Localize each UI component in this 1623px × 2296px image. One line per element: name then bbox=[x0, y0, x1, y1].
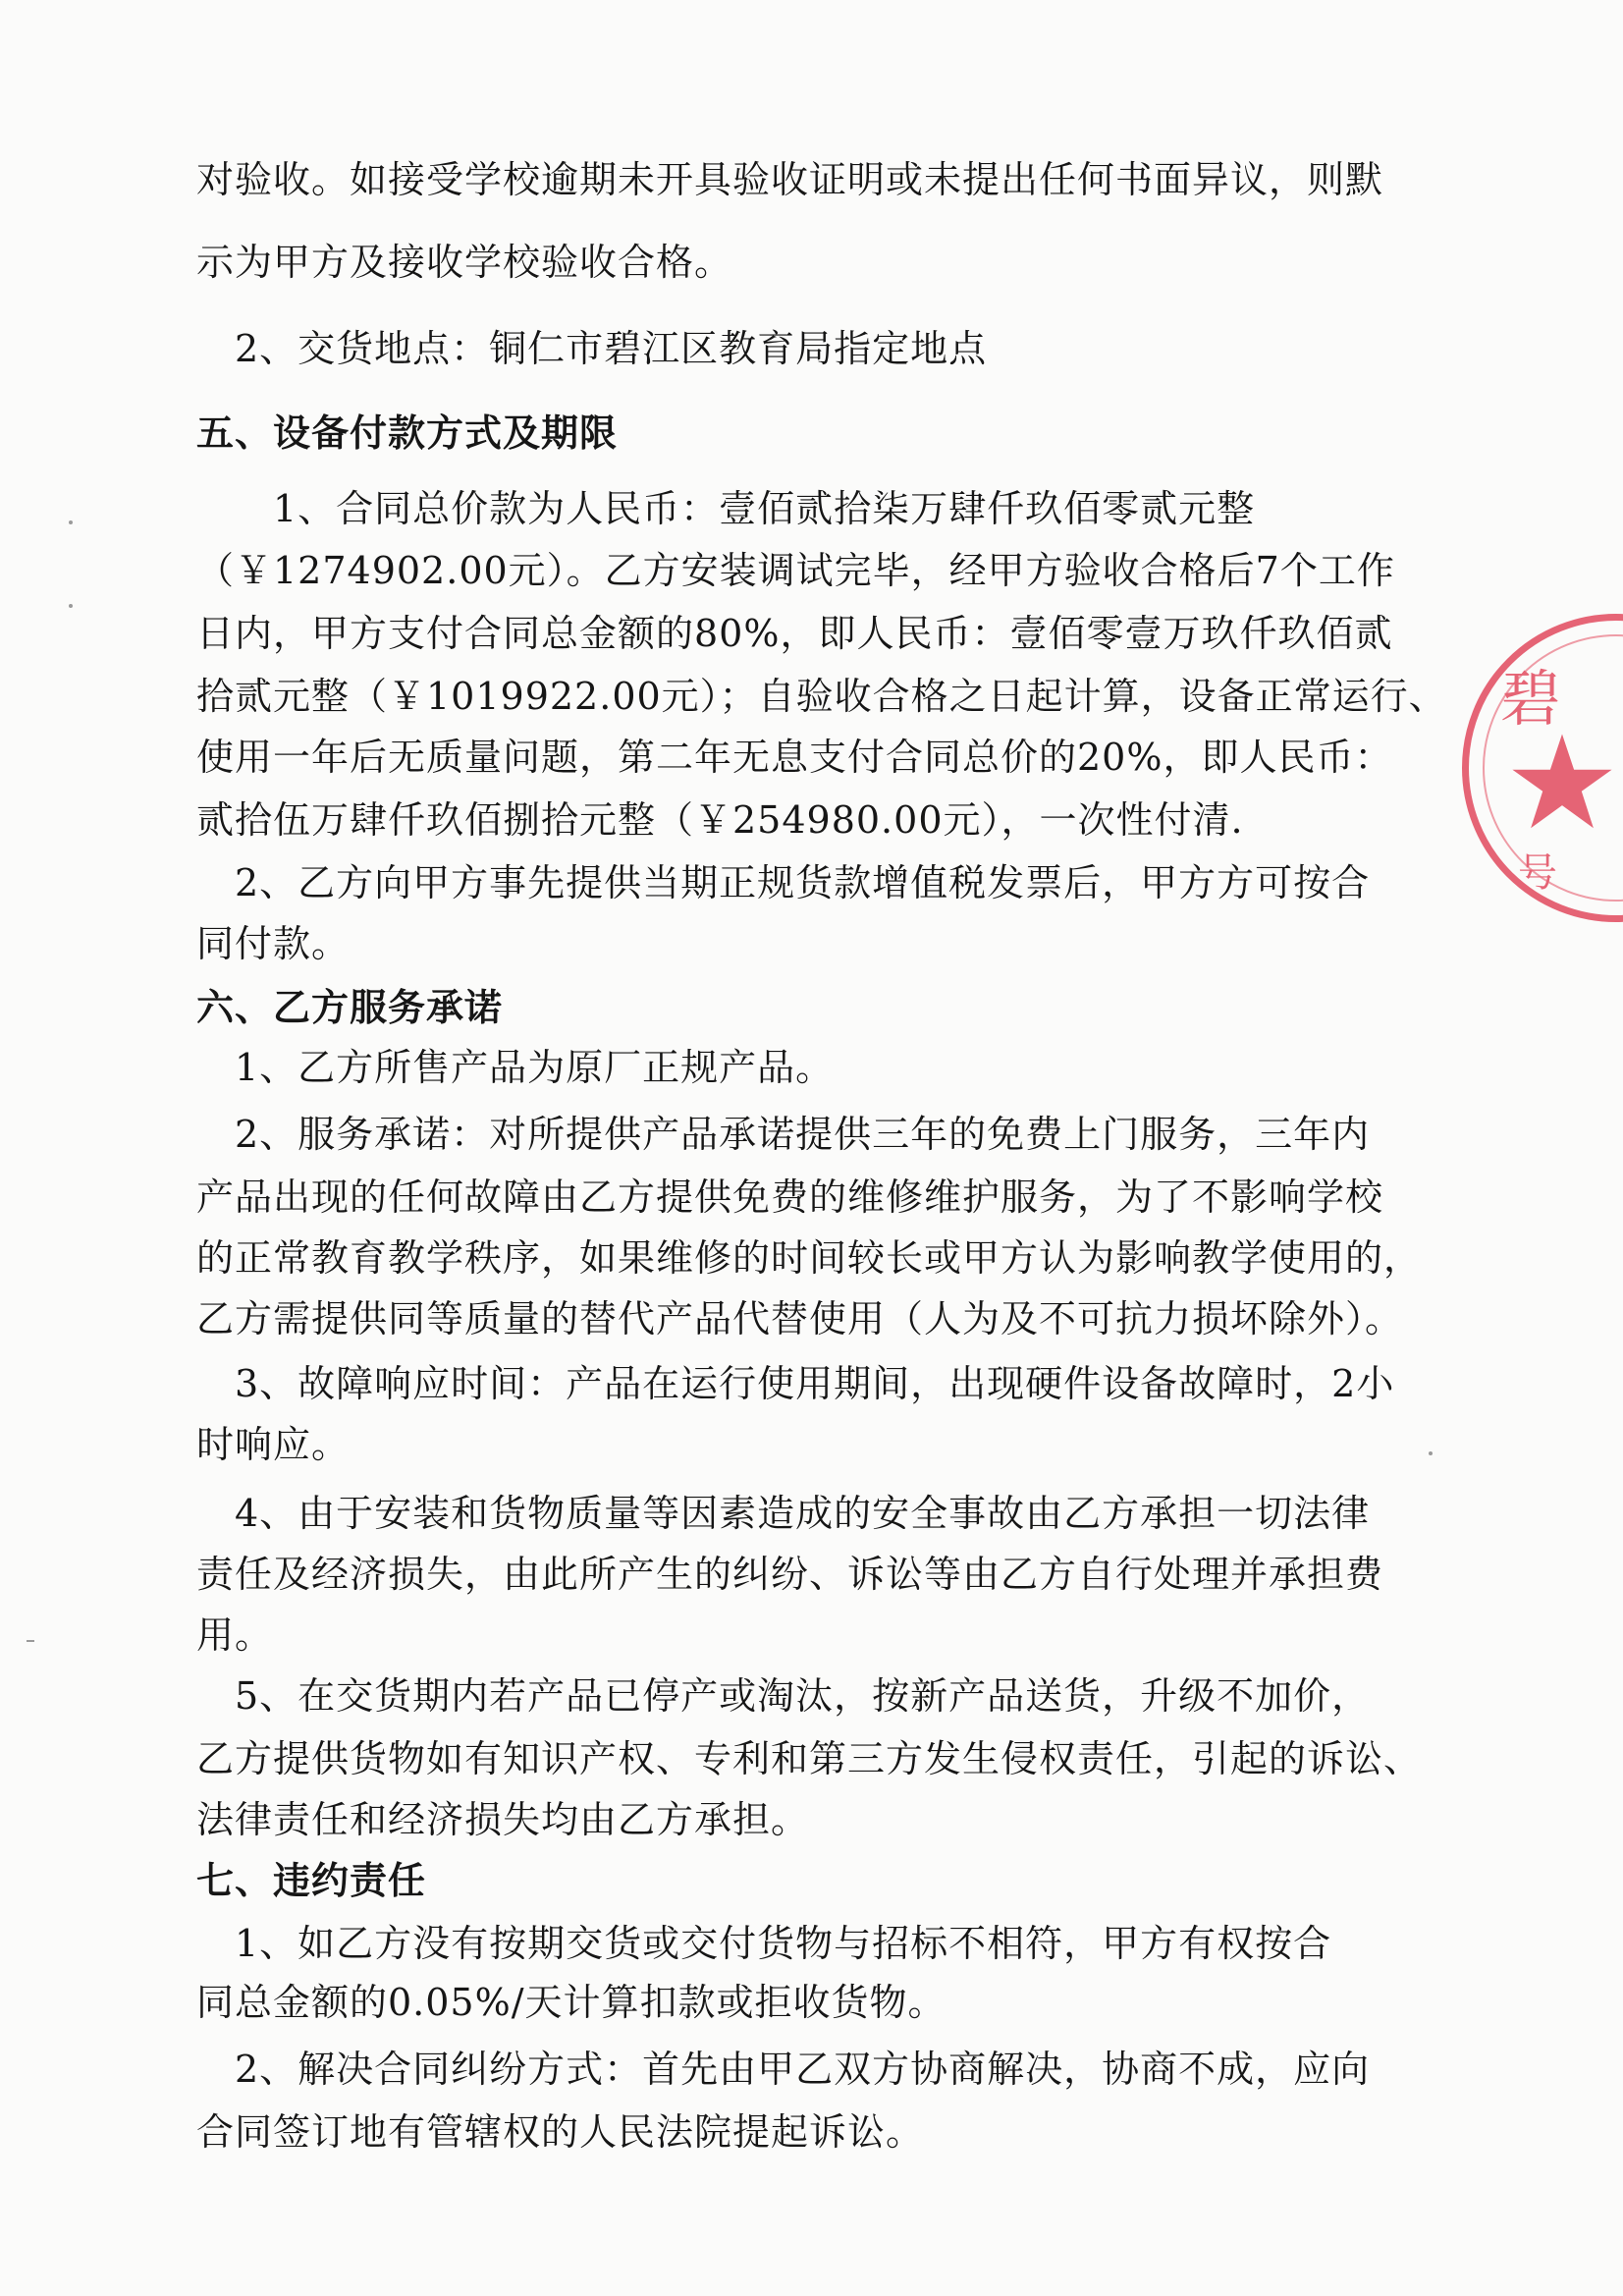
body-text-line: 责任及经济损失，由此所产生的纠纷、诉讼等由乙方自行处理并承担费 bbox=[196, 1553, 1384, 1596]
seal-bottom-char: 号 bbox=[1518, 850, 1557, 896]
body-text-line: 2、解决合同纠纷方式：首先由甲乙双方协商解决，协商不成，应向 bbox=[196, 2048, 1371, 2091]
scan-speck bbox=[69, 520, 73, 524]
seal-star-icon bbox=[1508, 729, 1616, 837]
body-text-line: 同付款。 bbox=[196, 922, 351, 965]
section-heading: 七、违约责任 bbox=[196, 1858, 427, 1902]
body-text-line: 合同签订地有管辖权的人民法院提起诉讼。 bbox=[196, 2110, 925, 2154]
body-text-line: 4、由于安装和货物质量等因素造成的安全事故由乙方承担一切法律 bbox=[196, 1492, 1371, 1535]
section-heading: 五、设备付款方式及期限 bbox=[196, 410, 619, 455]
body-text-line: 5、在交货期内若产品已停产或淘汰，按新产品送货，升级不加价， bbox=[196, 1674, 1371, 1718]
scan-speck bbox=[27, 1640, 34, 1642]
body-text-line: 对验收。如接受学校逾期未开具验收证明或未提出任何书面异议，则默 bbox=[196, 158, 1384, 201]
body-text-line: 时响应。 bbox=[196, 1423, 351, 1466]
body-text-line: 产品出现的任何故障由乙方提供免费的维修维护服务，为了不影响学校 bbox=[196, 1175, 1384, 1219]
body-text-line: 拾贰元整（￥1019922.00元）；自验收合格之日起计算，设备正常运行、 bbox=[196, 675, 1447, 718]
body-text-line: 使用一年后无质量问题，第二年无息支付合同总价的20%，即人民币： bbox=[196, 736, 1393, 779]
body-text-line: 乙方需提供同等质量的替代产品代替使用（人为及不可抗力损坏除外）。 bbox=[196, 1297, 1404, 1340]
seal-top-char: 碧 bbox=[1500, 663, 1562, 735]
body-text-line: 日内，甲方支付合同总金额的80%，即人民币：壹佰零壹万玖仟玖佰贰 bbox=[196, 612, 1393, 655]
scan-speck bbox=[1429, 1451, 1433, 1455]
body-text-line: 同总金额的0.05%/天计算扣款或拒收货物。 bbox=[196, 1981, 947, 2024]
body-text-line: 1、如乙方没有按期交货或交付货物与招标不相符，甲方有权按合 bbox=[196, 1922, 1332, 1965]
body-text-line: 示为甲方及接收学校验收合格。 bbox=[196, 241, 733, 284]
official-seal bbox=[1462, 614, 1623, 922]
body-text-line: 2、交货地点：铜仁市碧江区教育局指定地点 bbox=[196, 327, 988, 370]
body-text-line: 贰拾伍万肆仟玖佰捌拾元整（￥254980.00元），一次性付清. bbox=[196, 798, 1244, 842]
body-text-line: 1、乙方所售产品为原厂正规产品。 bbox=[196, 1046, 835, 1089]
section-heading: 六、乙方服务承诺 bbox=[196, 985, 504, 1029]
body-text-line: 法律责任和经济损失均由乙方承担。 bbox=[196, 1798, 810, 1841]
body-text-line: 2、乙方向甲方事先提供当期正规货款增值税发票后，甲方方可按合 bbox=[196, 861, 1371, 904]
body-text-line: 2、服务承诺：对所提供产品承诺提供三年的免费上门服务，三年内 bbox=[196, 1113, 1371, 1156]
body-text-line: 1、合同总价款为人民币：壹佰贰拾柒万肆仟玖佰零贰元整 bbox=[196, 487, 1256, 530]
body-text-line: 的正常教育教学秩序，如果维修的时间较长或甲方认为影响教学使用的， bbox=[196, 1236, 1423, 1280]
scan-speck bbox=[69, 604, 73, 608]
body-text-line: 乙方提供货物如有知识产权、专利和第三方发生侵权责任，引起的诉讼、 bbox=[196, 1737, 1423, 1780]
body-text-line: 3、故障响应时间：产品在运行使用期间，出现硬件设备故障时，2小 bbox=[196, 1362, 1395, 1405]
body-text-line: 用。 bbox=[196, 1613, 274, 1657]
body-text-line: （￥1274902.00元）。乙方安装调试完毕，经甲方验收合格后7个工作 bbox=[196, 549, 1395, 592]
